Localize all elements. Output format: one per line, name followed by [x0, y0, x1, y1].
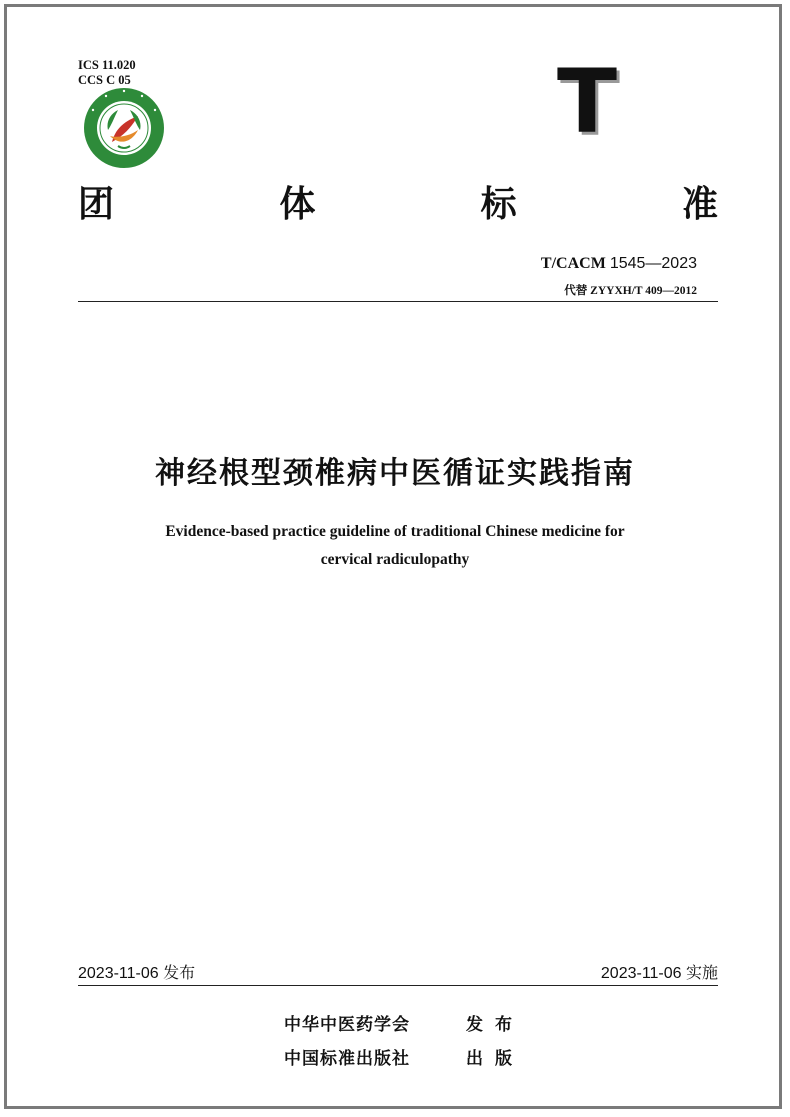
standard-type-char: 体	[279, 183, 316, 225]
publisher-block	[284, 1008, 524, 1076]
standard-number	[541, 255, 697, 273]
publisher-row	[284, 1042, 524, 1076]
title-en-line: Evidence-based practice guideline of traditional Chinese medicine for	[165, 523, 625, 540]
standard-type-char: 标	[480, 183, 517, 225]
issue-date: 2023-11-06 发布	[78, 965, 196, 982]
implementation-date: 2023-11-06 实施	[600, 965, 718, 982]
publisher-row	[284, 1008, 524, 1042]
standard-code: 1545—2023	[609, 255, 697, 272]
publisher-action: 出版	[466, 1049, 524, 1069]
standard-prefix: T/CACM	[540, 255, 606, 272]
title-en-line: cervical radiculopathy	[320, 551, 470, 568]
document-title-en	[0, 518, 790, 574]
standard-type-char: 团	[78, 183, 115, 225]
footer-divider	[78, 985, 718, 986]
classification-codes	[78, 58, 136, 88]
replaces-note: 代替 ZYYXH/T 409—2012	[564, 285, 697, 297]
standard-type-char: 准	[681, 183, 718, 225]
publisher-org: 中华中医药学会	[284, 1015, 410, 1035]
publisher-action: 发布	[466, 1015, 524, 1035]
header-divider	[78, 301, 718, 302]
association-logo-icon	[82, 86, 166, 170]
standard-letter-t: T	[557, 50, 618, 153]
publisher-org: 中国标准出版社	[284, 1049, 410, 1069]
ics-code: ICS 11.020	[78, 58, 136, 72]
ccs-code: CCS C 05	[78, 73, 131, 87]
document-title-zh: 神经根型颈椎病中医循证实践指南	[155, 456, 635, 491]
standard-type-heading	[78, 176, 718, 226]
